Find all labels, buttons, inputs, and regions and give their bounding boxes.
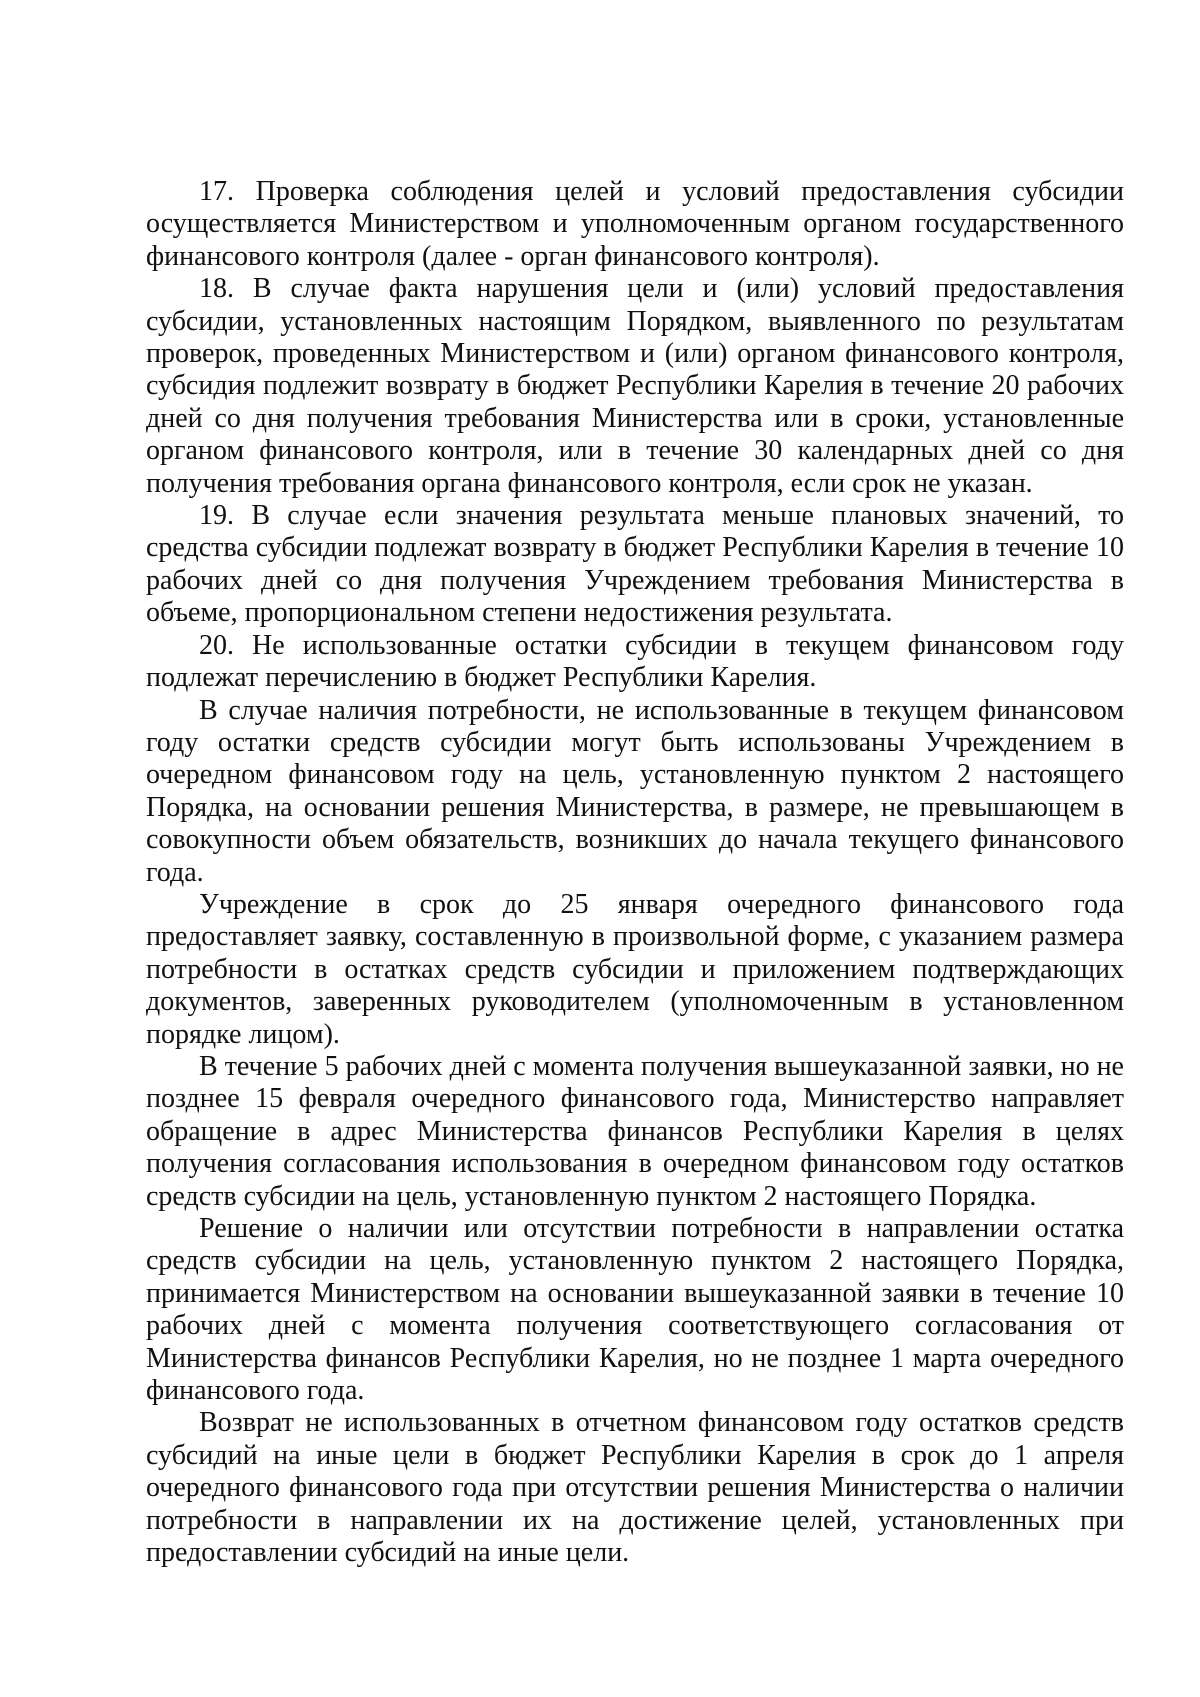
paragraph-20-remainder-use: В случае наличия потребности, не использованные в текущем финансовом году остатки средств субсидии могут быть использованы Учреждением в очередном финансовом году на цель, установленную пунктом 2 настоящего Порядка, на основании решения Министерства, в размере, не превышающем в совокупности объем обязательств, возникших до начала текущего финансового года. [146,694,1124,888]
paragraph-19: 19. В случае если значения результата меньше плановых значений, то средства субсидии подлежат возврату в бюджет Республики Карелия в течение 10 рабочих дней со дня получения Учреждением требования Министерства в объеме, пропорциональном степени недостижения результата. [146,500,1124,629]
paragraph-20-application: Учреждение в срок до 25 января очередного финансового года предоставляет заявку, составленную в произвольной форме, с указанием размера потребности в остатках средств субсидии и приложением подтверждающих документов, заверенных руководителем (уполномоченным в установленном порядке лицом). [146,888,1124,1050]
paragraph-20-refund: Возврат не использованных в отчетном финансовом году остатков средств субсидий на иные цели в бюджет Республики Карелия в срок до 1 апреля очередного финансового года при отсутствии решения Министерства о наличии потребности в направлении их на достижение целей, установленных при предоставлении субсидий на иные цели. [146,1407,1124,1569]
paragraph-20-decision: Решение о наличии или отсутствии потребности в направлении остатка средств субсидии на цель, установленную пунктом 2 настоящего Порядка, принимается Министерством на основании вышеуказанной заявки в течение 10 рабочих дней с момента получения соответствующего согласования от Министерства финансов Республики Карелия, но не позднее 1 марта очередного финансового года. [146,1213,1124,1407]
document-body [146,176,1124,1569]
paragraph-18: 18. В случае факта нарушения цели и (или) условий предоставления субсидии, установленных настоящим Порядком, выявленного по результатам проверок, проведенных Министерством и (или) органом финансового контроля, субсидия подлежит возврату в бюджет Республики Карелия в течение 20 рабочих дней со дня получения требования Министерства или в сроки, установленные органом финансового контроля, или в течение 30 календарных дней со дня получения требования органа финансового контроля, если срок не указан. [146,273,1124,499]
paragraph-20-approval-request: В течение 5 рабочих дней с момента получения вышеуказанной заявки, но не позднее 15 февраля очередного финансового года, Министерство направляет обращение в адрес Министерства финансов Республики Карелия в целях получения согласования использования в очередном финансовом году остатков средств субсидии на цель, установленную пунктом 2 настоящего Порядка. [146,1050,1124,1212]
paragraph-20: 20. Не использованные остатки субсидии в текущем финансовом году подлежат перечислению в бюджет Республики Карелия. [146,629,1124,694]
paragraph-17: 17. Проверка соблюдения целей и условий предоставления субсидии осуществляется Министерством и уполномоченным органом государственного финансового контроля (далее - орган финансового контроля). [146,176,1124,272]
